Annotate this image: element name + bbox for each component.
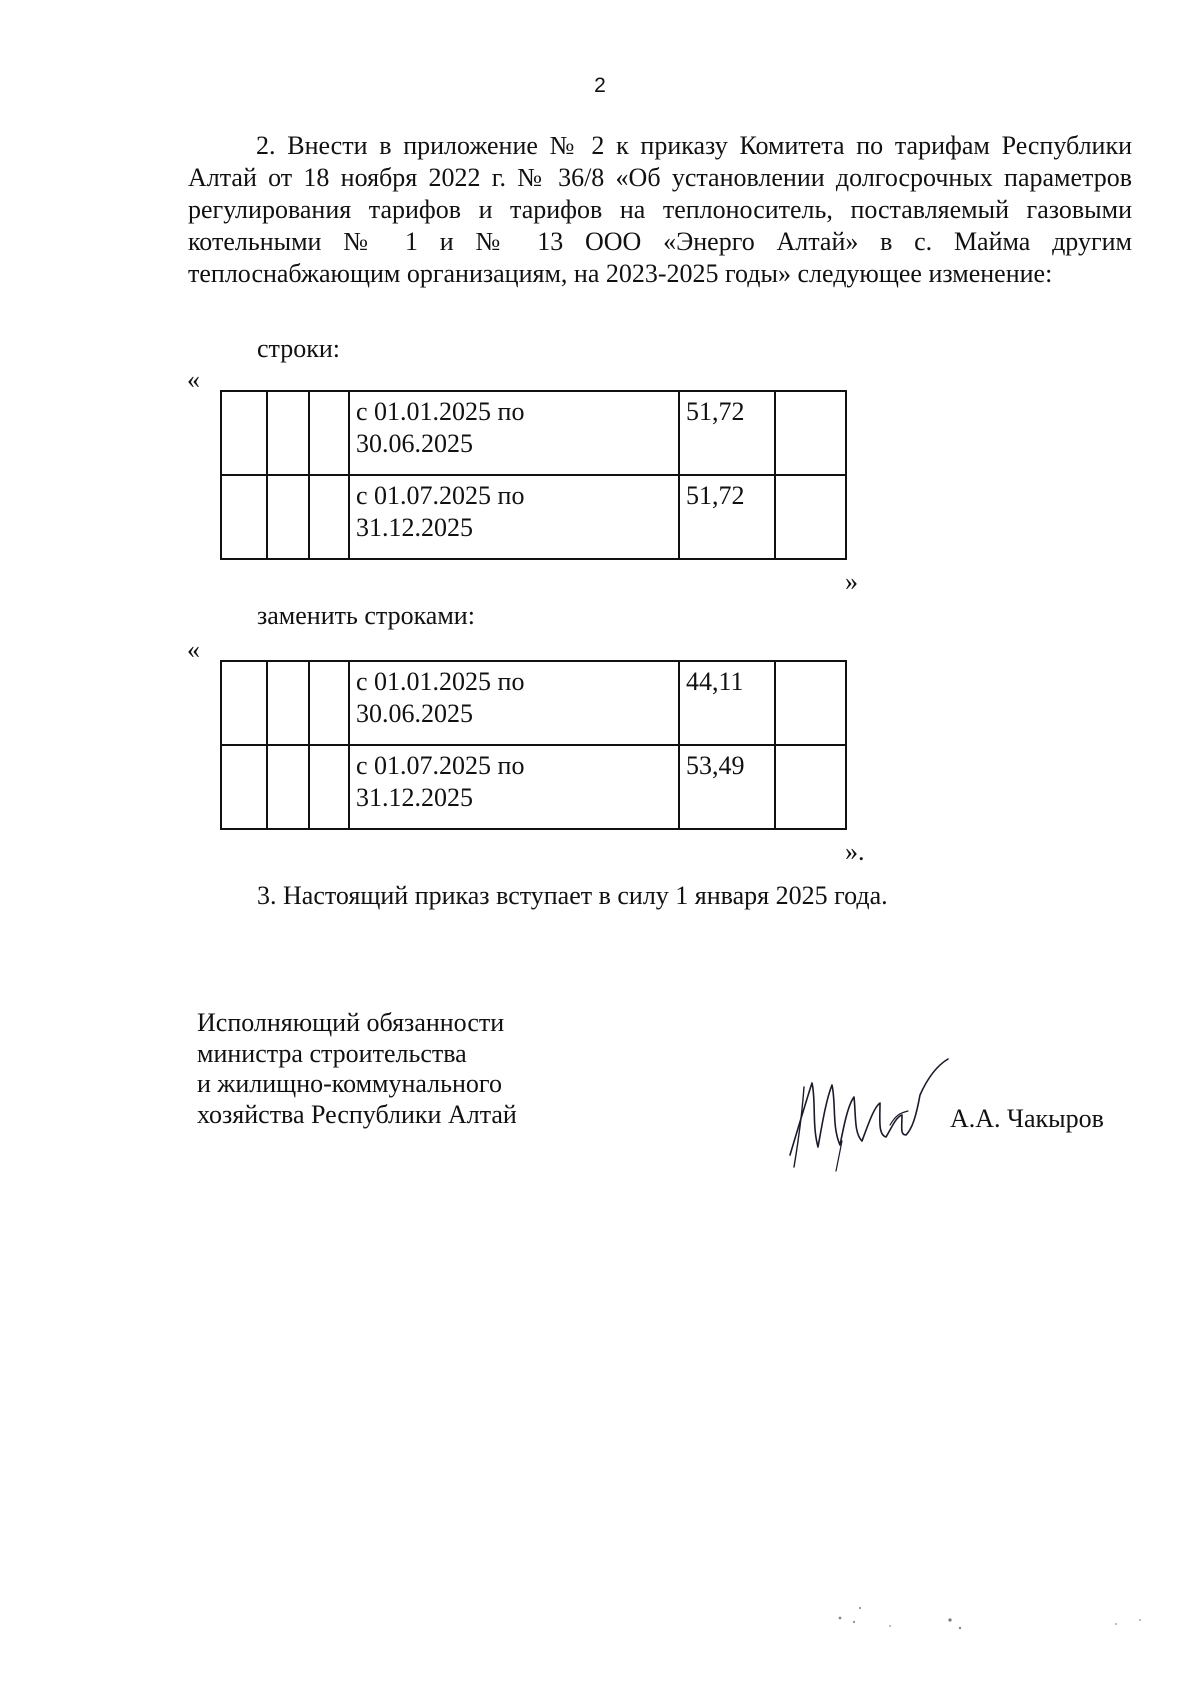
signatory-title-line: министра строительства	[197, 1038, 467, 1068]
table-cell-empty	[309, 661, 349, 745]
label-replace: заменить строками:	[257, 601, 475, 630]
period-line-2: 30.06.2025	[356, 429, 473, 458]
table-row	[221, 745, 846, 829]
period-line-2: 31.12.2025	[356, 513, 473, 542]
signatory-name: А.А. Чакыров	[950, 1104, 1104, 1133]
table-cell-period	[349, 391, 679, 475]
period-line-1: с 01.07.2025 по	[356, 481, 525, 510]
table-cell-empty	[775, 661, 846, 745]
table-cell-empty	[221, 475, 267, 559]
handwritten-signature	[782, 1055, 952, 1175]
table-cell-empty	[221, 745, 267, 829]
table-cell-empty	[775, 475, 846, 559]
scan-artifacts	[820, 1600, 1180, 1640]
table-cell-value: 53,49	[679, 745, 775, 829]
period-line-1: с 01.07.2025 по	[356, 751, 525, 780]
label-rows: строки:	[257, 334, 340, 363]
table-cell-value: 51,72	[679, 475, 775, 559]
page-number: 2	[594, 74, 606, 97]
table-cell-period	[349, 661, 679, 745]
table-cell-empty	[309, 391, 349, 475]
table-row	[221, 391, 846, 475]
table-cell-period	[349, 745, 679, 829]
quote-close-2: ».	[845, 837, 865, 866]
clause-2	[188, 130, 1132, 290]
table-cell-empty	[775, 745, 846, 829]
signatory-title-line: Исполняющий обязанности	[197, 1008, 505, 1037]
table-cell-empty	[267, 391, 309, 475]
table-cell-value: 51,72	[679, 391, 775, 475]
period-line-2: 31.12.2025	[356, 783, 473, 812]
table-cell-period	[349, 475, 679, 559]
table-row	[221, 661, 846, 745]
table-row	[221, 475, 846, 559]
clause-2-text: Внести в приложение № 2 к приказу Комитета по тарифам Республики Алтай от 18 ноября 2022 г. № 36/8 «Об установлении долгосрочных параметров регулирования тарифов и тарифов на теплоноситель, поставляемый газовыми котельными № 1 и № 13 ООО «Энерго Алтай» в с. Майма другим теплоснабжающим организациям, на 2023-2025 годы» следующее изменение:	[188, 131, 1133, 288]
quote-open-1: «	[187, 365, 200, 394]
clause-3: 3. Настоящий приказ вступает в силу 1 января 2025 года.	[257, 881, 888, 910]
period-line-1: с 01.01.2025 по	[356, 397, 525, 426]
table-cell-empty	[221, 661, 267, 745]
signatory-title-line: хозяйства Республики Алтай	[197, 1099, 517, 1129]
signatory-title	[197, 1008, 517, 1130]
quote-open-2: «	[187, 635, 200, 664]
table-new	[220, 660, 847, 830]
table-cell-empty	[309, 745, 349, 829]
table-cell-empty	[775, 391, 846, 475]
table-cell-empty	[221, 391, 267, 475]
table-cell-empty	[267, 745, 309, 829]
clause-2-number: 2.	[256, 131, 276, 160]
table-old	[220, 390, 847, 560]
table-cell-value: 44,11	[679, 661, 775, 745]
table-cell-empty	[267, 475, 309, 559]
quote-close-1: »	[845, 567, 858, 596]
period-line-2: 30.06.2025	[356, 699, 473, 728]
signatory-title-line: и жилищно-коммунального	[197, 1069, 502, 1098]
table-cell-empty	[309, 475, 349, 559]
table-cell-empty	[267, 661, 309, 745]
period-line-1: с 01.01.2025 по	[356, 667, 525, 696]
